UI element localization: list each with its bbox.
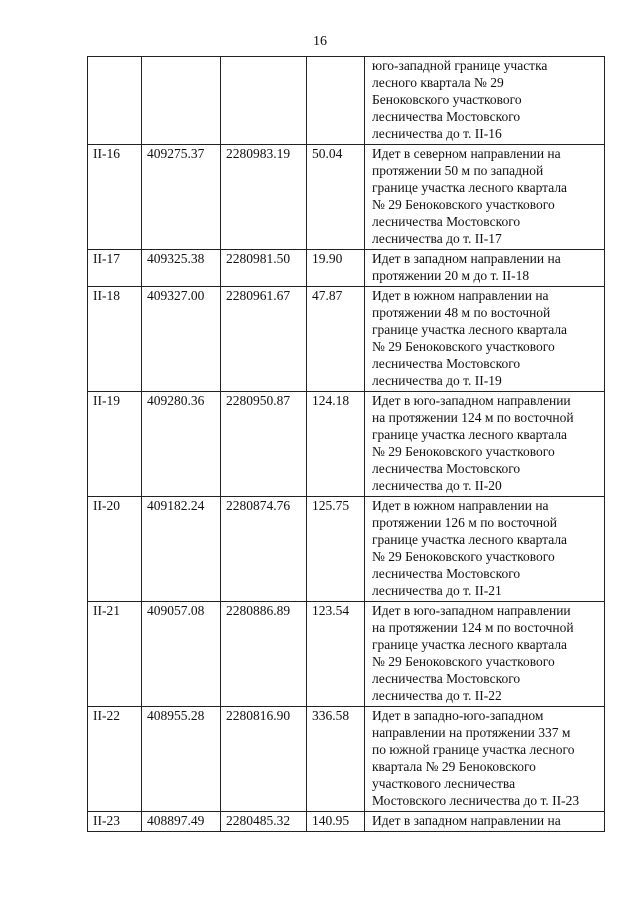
description-line: № 29 Беноковского участкового bbox=[372, 444, 555, 459]
description-cell bbox=[365, 145, 605, 250]
description-line: лесничества до т. II-21 bbox=[372, 583, 502, 598]
y-coordinate-cell: 2280874.76 bbox=[221, 497, 307, 602]
description-line: лесничества Мостовского bbox=[372, 461, 521, 476]
description-line: границе участка лесного квартала bbox=[372, 322, 568, 337]
table-row bbox=[88, 287, 605, 392]
description-line: Идет в западном направлении на bbox=[372, 813, 561, 828]
y-coordinate-cell: 2280981.50 bbox=[221, 250, 307, 287]
description-line: протяжении 48 м по восточной bbox=[372, 305, 551, 320]
point-cell: II-16 bbox=[88, 145, 142, 250]
table-row bbox=[88, 250, 605, 287]
description-line: Идет в западно-юго-западном bbox=[372, 708, 544, 723]
description-line: лесничества Мостовского bbox=[372, 214, 521, 229]
segment-length-cell: 125.75 bbox=[307, 497, 365, 602]
description-line: № 29 Беноковского участкового bbox=[372, 339, 555, 354]
y-coordinate-cell: 2280886.89 bbox=[221, 602, 307, 707]
point-cell: II-23 bbox=[88, 812, 142, 832]
y-coordinate-cell: 2280950.87 bbox=[221, 392, 307, 497]
x-coordinate-cell: 408955.28 bbox=[142, 707, 221, 812]
y-coordinate-cell bbox=[221, 57, 307, 145]
y-coordinate-cell: 2280485.32 bbox=[221, 812, 307, 832]
x-coordinate-cell bbox=[142, 57, 221, 145]
description-line: Идет в западном направлении на bbox=[372, 251, 561, 266]
segment-length-cell: 140.95 bbox=[307, 812, 365, 832]
x-coordinate-cell: 409182.24 bbox=[142, 497, 221, 602]
description-line: направлении на протяжении 337 м bbox=[372, 725, 571, 740]
description-line: лесничества Мостовского bbox=[372, 671, 521, 686]
table-row bbox=[88, 392, 605, 497]
table-row bbox=[88, 497, 605, 602]
x-coordinate-cell: 409280.36 bbox=[142, 392, 221, 497]
x-coordinate-cell: 409275.37 bbox=[142, 145, 221, 250]
segment-length-cell: 336.58 bbox=[307, 707, 365, 812]
description-line: лесничества до т. II-20 bbox=[372, 478, 502, 493]
description-line: границе участка лесного квартала bbox=[372, 637, 568, 652]
description-line: Идет в северном направлении на bbox=[372, 146, 561, 161]
description-cell bbox=[365, 250, 605, 287]
description-line: Идет в юго-западном направлении bbox=[372, 393, 571, 408]
x-coordinate-cell: 409057.08 bbox=[142, 602, 221, 707]
description-line: протяжении 126 м по восточной bbox=[372, 515, 558, 530]
description-line: границе участка лесного квартала bbox=[372, 180, 568, 195]
description-line: на протяжении 124 м по восточной bbox=[372, 620, 574, 635]
point-cell: II-18 bbox=[88, 287, 142, 392]
description-line: лесничества до т. II-16 bbox=[372, 126, 502, 141]
table-row bbox=[88, 145, 605, 250]
description-line: границе участка лесного квартала bbox=[372, 427, 568, 442]
boundary-description-table bbox=[87, 56, 605, 832]
description-line: № 29 Беноковского участкового bbox=[372, 549, 555, 564]
page-number: 16 bbox=[313, 34, 327, 49]
description-line: лесничества Мостовского bbox=[372, 566, 521, 581]
x-coordinate-cell: 408897.49 bbox=[142, 812, 221, 832]
description-line: участкового лесничества bbox=[372, 776, 516, 791]
y-coordinate-cell: 2280983.19 bbox=[221, 145, 307, 250]
description-line: Идет в южном направлении на bbox=[372, 288, 549, 303]
point-cell bbox=[88, 57, 142, 145]
table-row bbox=[88, 812, 605, 832]
description-cell bbox=[365, 602, 605, 707]
point-cell: II-20 bbox=[88, 497, 142, 602]
description-line: на протяжении 124 м по восточной bbox=[372, 410, 574, 425]
segment-length-cell: 47.87 bbox=[307, 287, 365, 392]
table-row bbox=[88, 602, 605, 707]
description-line: Идет в южном направлении на bbox=[372, 498, 549, 513]
segment-length-cell: 50.04 bbox=[307, 145, 365, 250]
point-cell: II-17 bbox=[88, 250, 142, 287]
description-cell bbox=[365, 392, 605, 497]
point-cell: II-19 bbox=[88, 392, 142, 497]
description-line: протяжении 20 м до т. II-18 bbox=[372, 268, 530, 283]
table-row bbox=[88, 707, 605, 812]
description-line: лесничества Мостовского bbox=[372, 356, 521, 371]
description-line: Идет в юго-западном направлении bbox=[372, 603, 571, 618]
segment-length-cell bbox=[307, 57, 365, 145]
description-line: Мостовского лесничества до т. II-23 bbox=[372, 793, 580, 808]
y-coordinate-cell: 2280816.90 bbox=[221, 707, 307, 812]
table-row bbox=[88, 57, 605, 145]
description-line: по южной границе участка лесного bbox=[372, 742, 575, 757]
description-line: протяжении 50 м по западной bbox=[372, 163, 544, 178]
table-body bbox=[88, 57, 605, 832]
segment-length-cell: 19.90 bbox=[307, 250, 365, 287]
description-cell bbox=[365, 287, 605, 392]
x-coordinate-cell: 409327.00 bbox=[142, 287, 221, 392]
description-line: лесного квартала № 29 bbox=[372, 75, 504, 90]
description-line: № 29 Беноковского участкового bbox=[372, 654, 555, 669]
point-cell: II-21 bbox=[88, 602, 142, 707]
description-line: квартала № 29 Беноковского bbox=[372, 759, 536, 774]
point-cell: II-22 bbox=[88, 707, 142, 812]
description-line: № 29 Беноковского участкового bbox=[372, 197, 555, 212]
description-cell bbox=[365, 707, 605, 812]
description-line: лесничества Мостовского bbox=[372, 109, 521, 124]
description-cell bbox=[365, 812, 605, 832]
description-line: юго-западной границе участка bbox=[372, 58, 548, 73]
x-coordinate-cell: 409325.38 bbox=[142, 250, 221, 287]
y-coordinate-cell: 2280961.67 bbox=[221, 287, 307, 392]
description-line: Беноковского участкового bbox=[372, 92, 522, 107]
description-line: лесничества до т. II-17 bbox=[372, 231, 502, 246]
segment-length-cell: 123.54 bbox=[307, 602, 365, 707]
description-cell bbox=[365, 497, 605, 602]
description-line: границе участка лесного квартала bbox=[372, 532, 568, 547]
segment-length-cell: 124.18 bbox=[307, 392, 365, 497]
description-cell bbox=[365, 57, 605, 145]
description-line: лесничества до т. II-22 bbox=[372, 688, 502, 703]
description-line: лесничества до т. II-19 bbox=[372, 373, 502, 388]
